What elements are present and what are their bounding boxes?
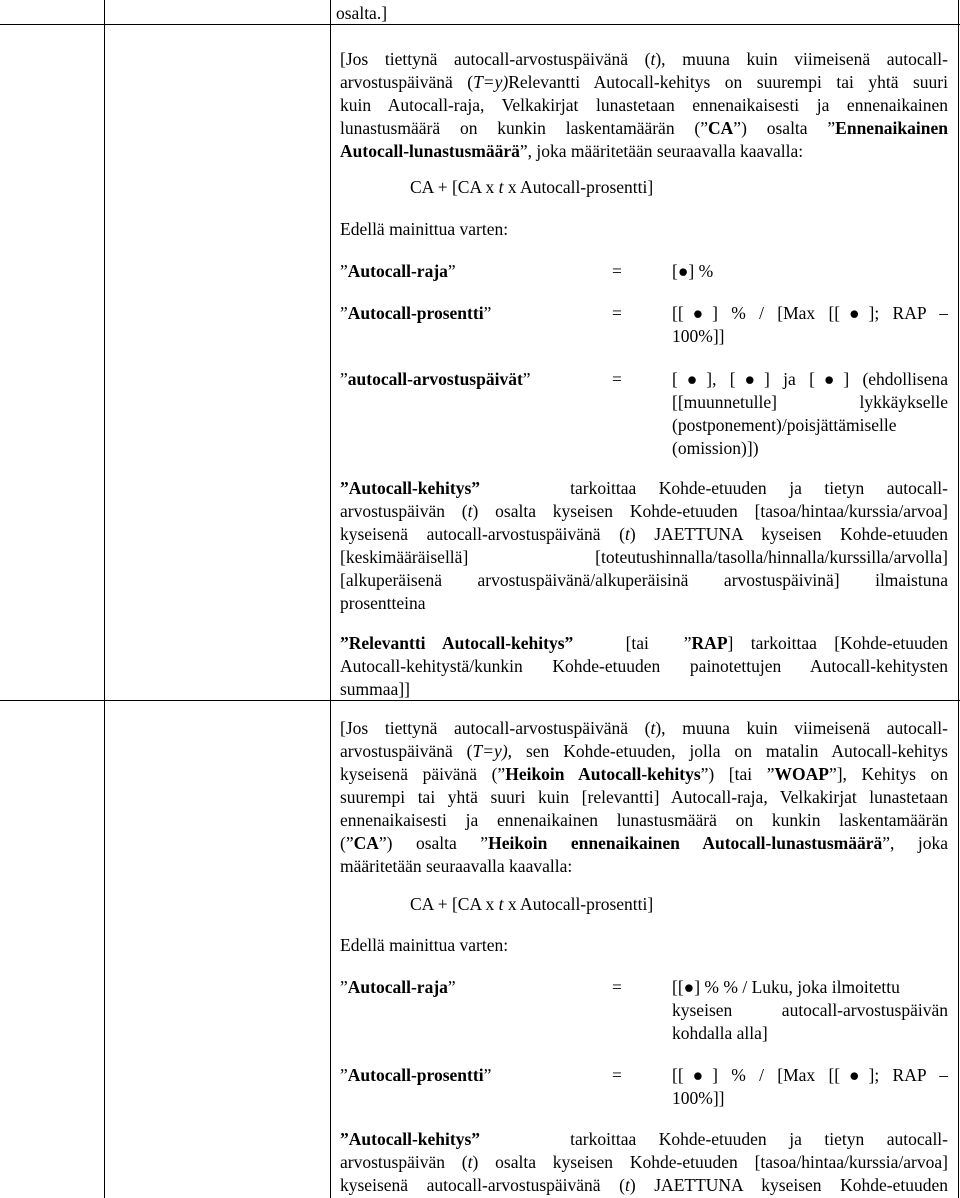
paragraph-line: [Jos tiettynä autocall-arvostuspäivänä (t), muuna kuin viimeisenä autocall- (340, 49, 948, 69)
equals-sign: = (612, 369, 622, 389)
paragraph-line: suurempi tai yhtä suuri kuin [relevantti] Autocall-raja, Velkakirjat lunastetaan (340, 787, 948, 807)
paragraph-line: prosentteina (340, 593, 426, 613)
equals-sign: = (612, 977, 622, 997)
for-above-label: Edellä mainittua varten: (340, 219, 509, 239)
formula: CA + [CA x t x Autocall-prosentti] (410, 894, 654, 914)
paragraph-line: summaa]] (340, 679, 410, 699)
paragraph-line: kuin Autocall-raja, Velkakirjat lunastetaan ennenaikaisesti ja ennenaikainen (340, 95, 948, 115)
definition-value: 100%]] (672, 326, 725, 346)
definition-term: ”autocall-arvostuspäivät” (340, 369, 531, 389)
paragraph-line: lunastusmäärä on kunkin laskentamäärän (”CA”) osalta ”Ennenaikainen (340, 118, 948, 138)
equals-sign: = (612, 261, 622, 281)
paragraph-line: kyseisenä autocall-arvostuspäivänä (t) JAETTUNA kyseisen Kohde-etuuden (340, 1175, 948, 1195)
definition-value: [[muunnetulle] lykkäykselle (672, 392, 948, 412)
equals-sign: = (612, 303, 622, 323)
paragraph-line: arvostuspäivänä (T=y), sen Kohde-etuuden, jolla on matalin Autocall-kehitys (340, 741, 948, 761)
paragraph-line: Autocall-kehitystä/kunkin Kohde-etuuden painotettujen Autocall-kehitysten (340, 656, 948, 676)
table-column-divider (104, 0, 105, 1198)
formula: CA + [CA x t x Autocall-prosentti] (410, 177, 654, 197)
definition-term: ”Autocall-prosentti” (340, 303, 492, 323)
table-column-divider (330, 0, 331, 1198)
definition-value: [●], [●] ja [●] (ehdollisena (672, 369, 948, 389)
paragraph-line: [alkuperäisenä arvostuspäivänä/alkuperäisinä arvostuspäivinä] ilmaistuna (340, 570, 948, 590)
table-right-border (958, 0, 959, 1198)
paragraph-line: ennenaikaisesti ja ennenaikainen lunastusmäärä on kunkin laskentamäärän (340, 810, 948, 830)
paragraph-line: (”CA”) osalta ”Heikoin ennenaikainen Autocall-lunastusmäärä”, joka (340, 833, 948, 853)
definition-term: ”Autocall-raja” (340, 977, 456, 997)
continued-text: osalta.] (336, 3, 388, 23)
paragraph-line: Autocall-lunastusmäärä”, joka määritetään seuraavalla kaavalla: (340, 141, 804, 161)
definition-value: (postponement)/poisjättämiselle (672, 415, 897, 435)
paragraph-line: arvostuspäivän (t) osalta kyseisen Kohde-etuuden [tasoa/hintaa/kurssia/arvoa] (340, 501, 948, 521)
paragraph-line: ”Relevantti Autocall-kehitys” [tai ”RAP] tarkoittaa [Kohde-etuuden (340, 633, 948, 653)
definition-value: kohdalla alla] (672, 1023, 768, 1043)
paragraph-line: [Jos tiettynä autocall-arvostuspäivänä (t), muuna kuin viimeisenä autocall- (340, 718, 948, 738)
table-row-divider (0, 700, 960, 701)
paragraph-line: ”Autocall-kehitys” tarkoittaa Kohde-etuuden ja tietyn autocall- (340, 1129, 948, 1149)
equals-sign: = (612, 1065, 622, 1085)
paragraph-line: määritetään seuraavalla kaavalla: (340, 856, 573, 876)
paragraph-line: [keskimääräisellä] [toteutushinnalla/tasolla/hinnalla/kurssilla/arvolla] (340, 547, 948, 567)
definition-value: [●] % (672, 261, 714, 281)
for-above-label: Edellä mainittua varten: (340, 935, 509, 955)
definition-term: ”Autocall-raja” (340, 261, 456, 281)
paragraph-line: kyseisenä päivänä (”Heikoin Autocall-kehitys”) [tai ”WOAP”], Kehitys on (340, 764, 948, 784)
definition-value: [[●] % % / Luku, joka ilmoitettu (672, 977, 900, 997)
definition-value: (omission)]) (672, 438, 759, 458)
definition-value: [[●] % / [Max [[●]; RAP – (672, 1065, 948, 1085)
table-top-border (0, 24, 960, 25)
definition-value: kyseisen autocall-arvostuspäivän (672, 1000, 948, 1020)
paragraph-line: arvostuspäivän (t) osalta kyseisen Kohde-etuuden [tasoa/hintaa/kurssia/arvoa] (340, 1152, 948, 1172)
paragraph-line: arvostuspäivänä (T=y)Relevantti Autocall-kehitys on suurempi tai yhtä suuri (340, 72, 948, 92)
definition-value: 100%]] (672, 1088, 725, 1108)
paragraph-line: kyseisenä autocall-arvostuspäivänä (t) JAETTUNA kyseisen Kohde-etuuden (340, 524, 948, 544)
definition-term: ”Autocall-prosentti” (340, 1065, 492, 1085)
definition-value: [[●] % / [Max [[●]; RAP – (672, 303, 948, 323)
paragraph-line: ”Autocall-kehitys” tarkoittaa Kohde-etuuden ja tietyn autocall- (340, 478, 948, 498)
